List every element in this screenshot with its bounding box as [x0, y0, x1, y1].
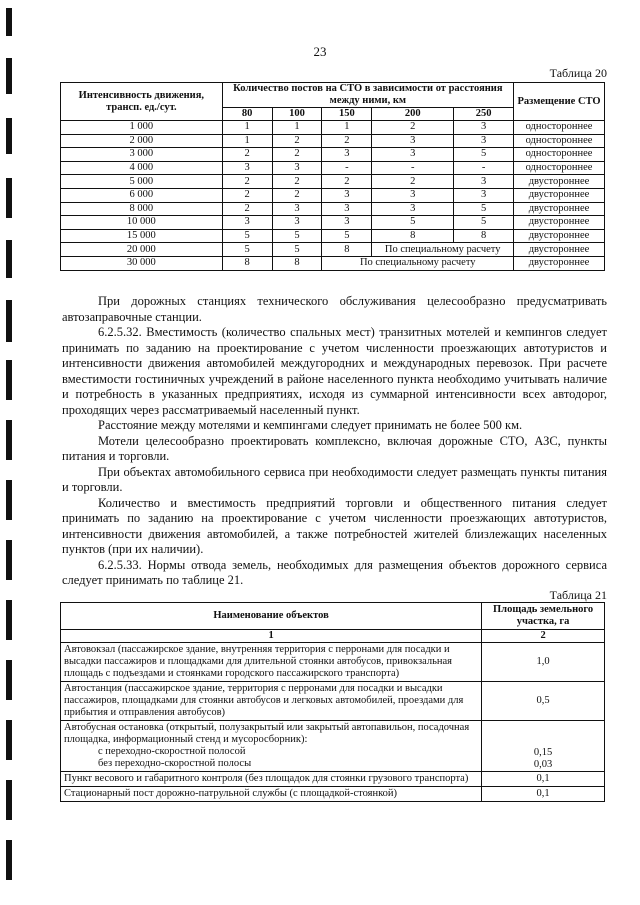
- cell-d150: 3: [322, 148, 372, 162]
- cell-d250: 3: [454, 175, 514, 189]
- cell-d250: 5: [454, 202, 514, 216]
- cell-d100: 2: [272, 148, 322, 162]
- cell-intensity: 3 000: [61, 148, 223, 162]
- col-name-header: Наименование объектов: [61, 603, 482, 630]
- cell-d80: 1: [222, 121, 272, 135]
- cell-d80: 2: [222, 188, 272, 202]
- cell-placement: двустороннее: [514, 188, 605, 202]
- table-row: [61, 216, 605, 230]
- table-row: [61, 229, 605, 243]
- distance-header: 150: [322, 108, 372, 121]
- cell-d250: 3: [454, 134, 514, 148]
- cell-d200: 8: [372, 229, 454, 243]
- cell-placement: двустороннее: [514, 202, 605, 216]
- paragraph: 6.2.5.33. Нормы отвода земель, необходимых для размещения объектов дорожного сервиса следует принимать по таблице 21.: [62, 557, 607, 587]
- table-row: [61, 175, 605, 189]
- table-20: [60, 82, 605, 271]
- cell-d80: 2: [222, 175, 272, 189]
- col-number: 2: [482, 630, 605, 643]
- table-row: [61, 202, 605, 216]
- cell-placement: двустороннее: [514, 229, 605, 243]
- cell-d200: 3: [372, 134, 454, 148]
- table-row: [61, 161, 605, 175]
- cell-d200: 5: [372, 216, 454, 230]
- cell-intensity: 4 000: [61, 161, 223, 175]
- cell-d150: 3: [322, 216, 372, 230]
- cell-placement: одностороннее: [514, 134, 605, 148]
- cell-d150: 1: [322, 121, 372, 135]
- cell-placement: одностороннее: [514, 121, 605, 135]
- col-area-header: Площадь земельного участка, га: [482, 603, 605, 630]
- cell-d150: 2: [322, 175, 372, 189]
- cell-d80: 2: [222, 148, 272, 162]
- cell-d80: 5: [222, 229, 272, 243]
- col-number: 1: [61, 630, 482, 643]
- table-row: 20 000 5 5 8 По специальному расчету двустороннее: [61, 243, 605, 257]
- cell-d100: 3: [272, 202, 322, 216]
- cell-d100: 2: [272, 188, 322, 202]
- table-row: [61, 134, 605, 148]
- cell-d100: 5: [272, 229, 322, 243]
- table20-caption: Таблица 20: [549, 66, 607, 80]
- cell-placement: двустороннее: [514, 175, 605, 189]
- cell-intensity: 6 000: [61, 188, 223, 202]
- binding-marks: [6, 0, 16, 905]
- table-row: Пункт весового и габаритного контроля (без площадок для стоянки грузового транспорта) 0,1: [61, 772, 605, 787]
- cell-d100: 3: [272, 216, 322, 230]
- table-21: [60, 602, 605, 802]
- cell-d80: 2: [222, 202, 272, 216]
- cell-d200: 3: [372, 148, 454, 162]
- cell-intensity: 8 000: [61, 202, 223, 216]
- col-posts-header: Количество постов на СТО в зависимости от расстояния между ними, км: [222, 83, 513, 108]
- cell-d150: 3: [322, 188, 372, 202]
- cell-intensity: 5 000: [61, 175, 223, 189]
- cell-d250: 5: [454, 216, 514, 230]
- cell-placement: двустороннее: [514, 216, 605, 230]
- bus-stop-area: 0,15: [533, 747, 553, 758]
- paragraph: Количество и вместимость предприятий торговли и общественного питания следует принимать по заданию на проектирование с учетом численности проезжающих автотуристов, интенсивности движения автомобилей, а также потребностей жителей близлежащих населенных пунктов (при их наличии).: [62, 495, 607, 556]
- table-row: [61, 188, 605, 202]
- cell-intensity: 10 000: [61, 216, 223, 230]
- page-number: 23: [313, 44, 327, 59]
- cell-d150: 2: [322, 134, 372, 148]
- col-intensity-header: Интенсивность движения, трансп. ед./сут.: [61, 83, 223, 121]
- cell-d200: 3: [372, 188, 454, 202]
- cell-intensity: 15 000: [61, 229, 223, 243]
- cell-d80: 3: [222, 161, 272, 175]
- table-row: Автостанция (пассажирское здание, территория с перронами для посадки и высадки пассажиров, площадками для стоянки автобусов и легковых автомобилей, проездами для прибытия и отправления автобусов) 0,5: [61, 682, 605, 721]
- cell-d200: -: [372, 161, 454, 175]
- cell-d250: 8: [454, 229, 514, 243]
- distance-header: 200: [372, 108, 454, 121]
- table-row: Автовокзал (пассажирское здание, внутренняя территория с перронами для посадки и высадки пассажиров и площадками для длительной стоянки автобусов, привокзальная площадь с подъездами и стоянками городского пассажирского транспорта) 1,0: [61, 643, 605, 682]
- paragraph: При дорожных станциях технического обслуживания целесообразно предусматривать автозаправочные станции.: [62, 294, 607, 324]
- cell-d150: 5: [322, 229, 372, 243]
- cell-d250: -: [454, 161, 514, 175]
- cell-d200: 2: [372, 121, 454, 135]
- cell-d80: 3: [222, 216, 272, 230]
- distance-header: 100: [272, 108, 322, 121]
- distance-header: 250: [454, 108, 514, 121]
- bus-stop-sub: без переходно-скоростной полосы: [98, 758, 252, 769]
- bus-stop-area: 0,03: [533, 759, 553, 770]
- paragraph: Расстояние между мотелями и кемпингами следует принимать не более 500 км.: [98, 418, 523, 432]
- body-text: [62, 294, 607, 589]
- cell-d150: -: [322, 161, 372, 175]
- bus-stop-name: Автобусная остановка (открытый, полузакрытый или закрытый автопавильон, посадочная площадка, информационный стенд и мусоросборник):: [64, 722, 470, 745]
- distance-header: 80: [222, 108, 272, 121]
- cell-d200: 3: [372, 202, 454, 216]
- cell-d150: 3: [322, 202, 372, 216]
- cell-intensity: 1 000: [61, 121, 223, 135]
- bus-stop-sub: с переходно-скоростной полосой: [98, 746, 246, 757]
- cell-placement: одностороннее: [514, 148, 605, 162]
- paragraph: 6.2.5.32. Вместимость (количество спальных мест) транзитных мотелей и кемпингов следует принимать по заданию на проектирование с учетом численности проезжающих автотуристов и интенсивности движения автомобилей междугородних и международных перевозок. При расчете вместимости гостиничных учреждений в районе населенного пункта необходимо учитывать наличие и потребность в указанных предприятиях, исходя из суммарной интенсивности всех автодорог, проходящих через рассматриваемый населенный пункт.: [62, 325, 607, 417]
- cell-d250: 3: [454, 121, 514, 135]
- paragraph: Мотели целесообразно проектировать комплексно, включая дорожные СТО, АЗС, пункты питания и торговли.: [62, 433, 607, 463]
- cell-d250: 5: [454, 148, 514, 162]
- table-row: [61, 721, 605, 772]
- cell-intensity: 2 000: [61, 134, 223, 148]
- table-row: [61, 121, 605, 135]
- cell-d100: 3: [272, 161, 322, 175]
- cell-placement: одностороннее: [514, 161, 605, 175]
- cell-d100: 2: [272, 175, 322, 189]
- cell-d100: 2: [272, 134, 322, 148]
- cell-d80: 1: [222, 134, 272, 148]
- table-row: 30 000 8 8 По специальному расчету двустороннее: [61, 256, 605, 270]
- table-row: [61, 148, 605, 162]
- cell-d250: 3: [454, 188, 514, 202]
- table-row: Стационарный пост дорожно-патрульной службы (с площадкой-стоянкой) 0,1: [61, 787, 605, 802]
- col-placement-header: Размещение СТО: [514, 83, 605, 121]
- table21-caption: Таблица 21: [549, 588, 607, 602]
- cell-d100: 1: [272, 121, 322, 135]
- paragraph: При объектах автомобильного сервиса при необходимости следует размещать пункты питания и торговли.: [62, 464, 607, 494]
- cell-d200: 2: [372, 175, 454, 189]
